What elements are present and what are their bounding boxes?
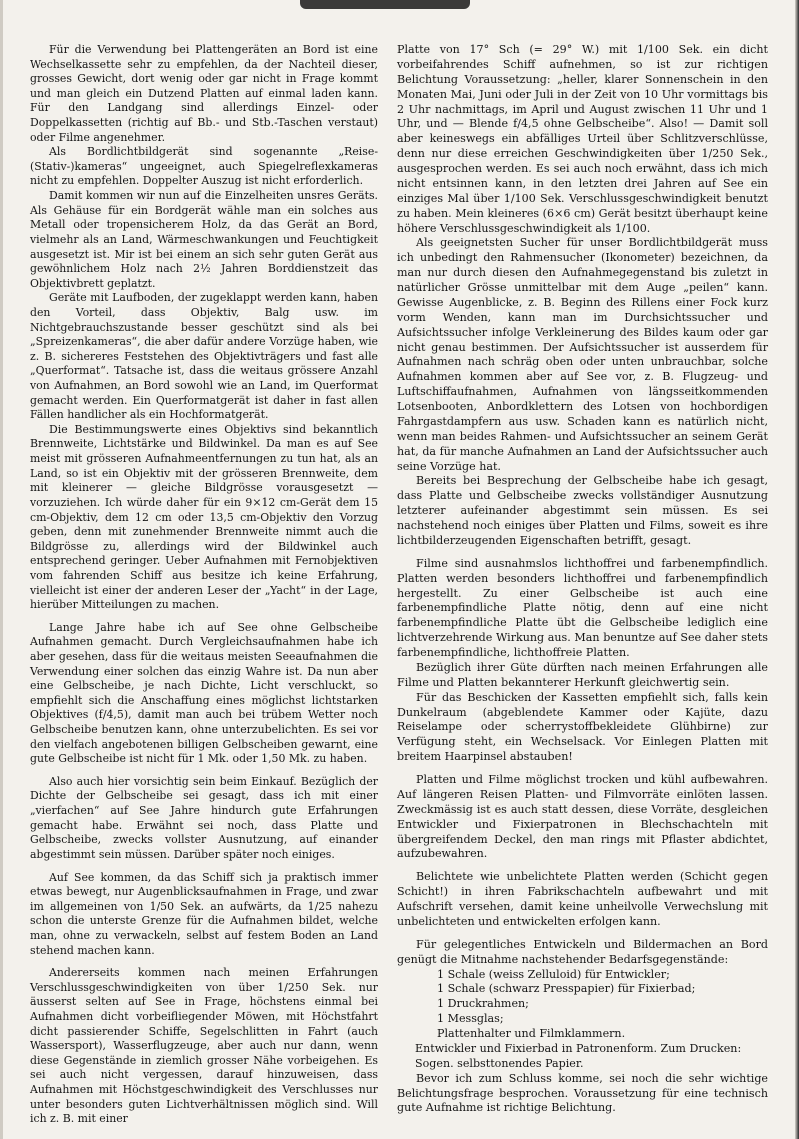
paragraph: Die Bestimmungswerte eines Objektivs sind bekanntlich Brennweite, Lichtstärke und Bildwinkel. Da man es auf See meist mit grösseren Aufnahmeentfernungen zu tun hat, als an Land, so ist ein Objektiv mit der grösseren Brennweite, dem mit kleinerer — gleiche Bildgrösse vorausgesetzt — vorzuziehen. Ich würde daher für ein 9×12 cm-Gerät dem 15 cm-Objektiv, dem 12 cm oder 13,5 cm-Objektiv den Vorzug geben, denn mit zunehmender Brennweite nimmt auch die Bildgrösse zu, allerdings wird der Bildwinkel auch entsprechend geringer. Ueber Aufnahmen mit Fernobjektiven vom fahrenden Schiff aus besitze ich keine Erfahrung, vielleicht ist einer der anderen Leser der „Yacht“ in der Lage, hierüber Mitteilungen zu machen. [30, 422, 378, 612]
list-tail: Entwickler und Fixierbad in Patronenform. Zum Drucken: Sogen. selbsttonendes Papier. [415, 1041, 742, 1070]
paragraph: Andererseits kommen nach meinen Erfahrungen Verschlussgeschwindigkeiten von über 1/250 Sek. nur äusserst selten auf See in Frage, höchstens einmal bei Aufnahmen dicht vorbeifliegender Möwen, mit Höchstfahrt dicht passierender Schiffe, Segelschlitten in Fahrt (auch Wassersport), Wasserflugzeuge, aber auch nur dann, wenn diese Gegenstände in ziemlich grosser Nähe vorbeigehen. Es sei auch nicht vergessen, darauf hinzuweisen, dass Aufnahmen mit Höchstgeschwindigkeit des Verschlusses nur unter besonders guten Lichtverhältnissen möglich sind. Will ich z. B. mit einer [30, 966, 378, 1126]
paragraph: Für gelegentliches Entwickeln und Bildermachen an Bord genügt die Mitnahme nachstehender Bedarfsgegenstände: [397, 937, 768, 966]
paragraph: Bereits bei Besprechung der Gelbscheibe habe ich gesagt, dass Platte und Gelbscheibe zwecks vollständiger Ausnutzung letzterer aufeinander abgestimmt sein müssen. Es sei nachstehend noch einiges über Platten und Films, soweit es ihre lichtbilderzeugenden Eigenschaften betrifft, gesagt. [397, 474, 768, 547]
paragraph: Als Bordlichtbildgerät sind sogenannte „Reise-(Stativ-)kameras“ ungeeignet, auch Spiegelreflexkameras nicht zu empfehlen. Doppelter Auszug ist nicht erforderlich. [30, 145, 378, 188]
paragraph: Für das Beschicken der Kassetten empfiehlt sich, falls kein Dunkelraum (abgeblendete Kammer oder Kajüte, dazu Reiselampe oder scherrystoffbekleidete Glühbirne) zur Verfügung steht, ein Wechselsack. Vor Einlegen Platten mit breitem Haarpinsel abstauben! [397, 690, 768, 764]
paragraph: Filme sind ausnahmslos lichthoffrei und farbenempfindlich. Platten werden besonders lichthoffrei und farbenempfindlich hergestellt. Zu einer Gelbscheibe ist auch eine farbenempfindliche Platte nötig, denn auf eine nicht farbenempfindliche Platte übt die Gelbscheibe lediglich eine lichtverzehrende Wirkung aus. Man benuntze auf See daher stets farbenempfindliche, lichthoffreie Platten. [397, 556, 768, 659]
cropped-heading-fragment [300, 0, 470, 9]
paragraph: Lange Jahre habe ich auf See ohne Gelbscheibe Aufnahmen gemacht. Durch Vergleichsaufnahmen habe ich aber gesehen, dass für die weitaus meisten Seeaufnahmen die Verwendung einer solchen das einzig Wahre ist. Da nun aber eine Gelbscheibe, je nach Dichte, Licht verschluckt, so empfiehlt sich die Anschaffung eines möglichst lichtstarken Objektives (f/4,5), damit man auch bei trübem Wetter noch Gelbscheibe benutzen kann, ohne unterzubelichten. Es sei vor den vielfach angebotenen billigen Gelbscheiben gewarnt, eine gute Gelbscheibe ist nicht für 1 Mk. oder 1,50 Mk. zu haben. [30, 620, 378, 766]
paragraph: Platten und Filme möglichst trocken und kühl aufbewahren. Auf längeren Reisen Platten- und Filmvorräte einlöten lassen. Zweckmässig ist es auch statt dessen, diese Vorräte, desgleichen Entwickler und Fixierpatronen in Blechschachteln mit übergreifendem Deckel, den man rings mit Pflaster abdichtet, aufzubewahren. [397, 773, 768, 861]
list-item: 1 Messglas; [437, 1012, 504, 1026]
closing-paragraph: Bevor ich zum Schluss komme, sei noch die sehr wichtige Belichtungsfrage besprochen. Voraussetzung für eine technisch gute Aufnahme ist richtige Belichtung. [397, 1071, 768, 1115]
list-item: Plattenhalter und Filmklammern. [437, 1027, 626, 1040]
paragraph: Belichtete wie unbelichtete Platten werden (Schicht gegen Schicht!) in ihren Fabrikschachteln aufbewahrt und mit Aufschrift versehen, damit keine unheilvolle Verwechslung mit unbelichteten und entwickelten erfolgen kann. [397, 870, 768, 928]
paragraph: Platte von 17° Sch (= 29° W.) mit 1/100 Sek. ein dicht vorbeifahrendes Schiff aufnehmen, so ist zur richtigen Belichtung Voraussetzung: „heller, klarer Sonnenschein in den Monaten Mai, Juni oder Juli in der Zeit von 10 Uhr vormittags bis 2 Uhr nachmittags, im April und August zwischen 11 Uhr und 1 Uhr, und — Blende f/4,5 ohne Gelbscheibe“. Also! — Damit soll aber keineswegs ein abfälliges Urteil über Schlitzverschlüsse, denn nur diese erreichen Geschwindigkeiten über 1/250 Sek., ausgesprochen werden. Es sei auch noch erwähnt, dass ich mich nicht entsinnen kann, in den letzten drei Jahren auf See ein einziges Mal über 1/100 Sek. Verschlussgeschwindigkeit benutzt zu haben. Mein kleineres (6×6 cm) Gerät besitzt überhaupt keine höhere Verschlussgeschwindigkeit als 1/100. [397, 43, 768, 235]
paragraph: Geräte mit Laufboden, der zugeklappt werden kann, haben den Vorteil, dass Objektiv, Balg usw. im Nichtgebrauchszustande besser geschützt sind als bei „Spreizenkameras“, die aber dafür andere Vorzüge haben, wie z. B. sichereres Feststehen des Objektivträgers und fast alle „Querformat“. Tatsache ist, dass die weitaus grössere Anzahl von Aufnahmen, an Bord sowohl wie an Land, im Querformat gemacht werden. Ein Querformatgerät ist daher in fast allen Fällen handlicher als ein Hochformatgerät. [30, 291, 378, 422]
page-edge-right [795, 0, 799, 1139]
right-text-column [397, 43, 768, 1116]
paragraph: Auf See kommen, da das Schiff sich ja praktisch immer etwas bewegt, nur Augenblicksaufnahmen in Frage, und zwar im allgemeinen von 1/50 Sek. an aufwärts, da 1/25 nahezu schon die unterste Grenze für die Aufnahmen bildet, welche man, ohne zu verwackeln, selbst auf festem Boden an Land stehend machen kann. [30, 870, 378, 957]
paragraph: Für die Verwendung bei Plattengeräten an Bord ist eine Wechselkassette sehr zu empfehlen, da der Nachteil dieser, grosses Gewicht, dort wenig oder gar nicht in Frage kommt und man gleich ein Dutzend Platten auf einmal laden kann. Für den Landgang sind allerdings Einzel- oder Doppelkassetten (richtig auf Bb.- und Stb.-Taschen verstaut) oder Filme angenehmer. [30, 43, 378, 144]
paragraph: Also auch hier vorsichtig sein beim Einkauf. Bezüglich der Dichte der Gelbscheibe sei gesagt, dass ich mit einer „vierfachen“ auf See Jahre hindurch gute Erfahrungen gemacht habe. Erwähnt sei noch, dass Platte und Gelbscheibe, zwecks vollster Ausnutzung, auf einander abgestimmt sein müssen. Darüber später noch einiges. [30, 774, 378, 861]
paragraph: Als geeignetsten Sucher für unser Bordlichtbildgerät muss ich unbedingt den Rahmensucher (Ikonometer) bezeichnen, da man nur durch diesen den Aufnahmegegenstand bis zuletzt in natürlicher Grösse unmittelbar mit dem Auge „peilen“ kann. Gewisse Augenblicke, z. B. Beginn des Rillens einer Fock kurz vorm Wenden, kann man im Durchsichtssucher und Aufsichtssucher infolge Verkleinerung des Bildes kaum oder gar nicht genau bestimmen. Der Aufsichtssucher ist ausserdem für Aufnahmen nach schräg oben oder unten unbrauchbar, solche Aufnahmen kommen aber auf See vor, z. B. Flugzeug- und Luftschiffaufnahmen, Aufnahmen von längsseitkommenden Lotsenbooten, Anbordklettern des Lotsen von hochbordigen Fahrgastdampfern aus usw. Schaden kann es natürlich nicht, wenn man beides Rahmen- und Aufsichtssucher an seinem Gerät hat, da für manche Aufnahmen an Land der Aufsichtssucher auch seine Vorzüge hat. [397, 236, 768, 473]
list-item: 1 Schale (weiss Zelluloid) für Entwickler; [437, 967, 670, 981]
page-edge-left [0, 0, 3, 1139]
paragraph: Bezüglich ihrer Güte dürften nach meinen Erfahrungen alle Filme und Platten bekannterer Herkunft gleichwertig sein. [397, 660, 768, 689]
left-text-column [30, 43, 378, 1127]
list-item: 1 Druckrahmen; [437, 997, 529, 1011]
list-item: 1 Schale (schwarz Presspapier) für Fixierbad; [437, 982, 696, 996]
paragraph: Damit kommen wir nun auf die Einzelheiten unsres Geräts. Als Gehäuse für ein Bordgerät wähle man ein solches aus Metall oder tropensicherem Holz, da das Gerät an Bord, vielmehr als an Land, Wärmeschwankungen und Feuchtigkeit ausgesetzt ist. Mir ist bei einem an sich sehr guten Gerät aus gewöhnlichem Holz nach 2½ Jahren Borddienstzeit das Objektivbrett geplatzt. [30, 189, 378, 290]
